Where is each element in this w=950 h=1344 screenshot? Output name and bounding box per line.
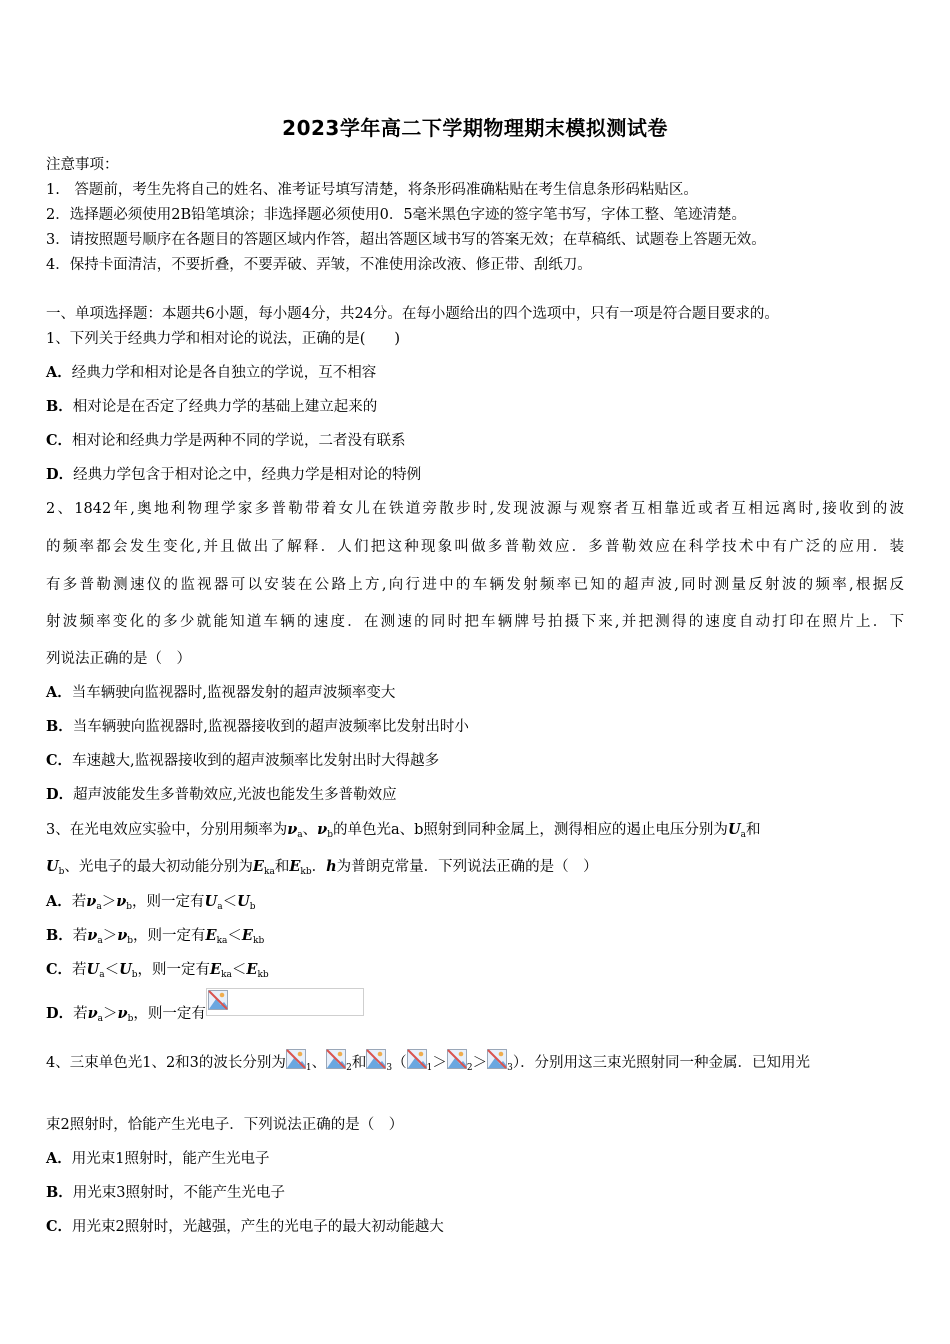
- option-label: C．: [46, 961, 73, 978]
- option-label: A．: [46, 364, 72, 381]
- subscript: 2: [466, 1063, 473, 1073]
- q3-text: ＞: [103, 1006, 118, 1022]
- q2-option-d: [46, 783, 397, 804]
- option-label: B．: [46, 398, 73, 415]
- nu-symbol: ν: [287, 821, 298, 838]
- q3-text: 若: [72, 928, 88, 944]
- q3-text: ，则一定有: [137, 962, 210, 978]
- lambda-image-icon: [407, 1049, 427, 1069]
- subscript: ka: [263, 867, 275, 877]
- subscript: 2: [346, 1063, 352, 1073]
- q3-text: ＜: [222, 894, 238, 910]
- q3-text: 若: [72, 962, 87, 978]
- subscript: a: [740, 830, 746, 840]
- option-text: 用光束1照射时，能产生光电子: [71, 1151, 270, 1167]
- lambda-image-icon: [487, 1049, 507, 1069]
- q3-text: ＞: [101, 894, 117, 910]
- option-label: C．: [46, 1218, 73, 1235]
- voltage-symbol: U: [204, 893, 218, 910]
- q4-option-b: [46, 1181, 285, 1202]
- subscript: kb: [300, 867, 312, 877]
- option-label: C．: [46, 752, 73, 769]
- q2-option-b: [46, 715, 469, 736]
- option-text: 相对论和经典力学是两种不同的学说，二者没有联系: [72, 433, 406, 449]
- voltage-symbol: U: [86, 961, 100, 978]
- option-label: B．: [46, 1184, 73, 1201]
- q1-option-b: [46, 395, 377, 416]
- notice-item-3: 3．请按照题号顺序在各题目的答题区域内作答，超出答题区域书写的答案无效；在草稿纸、试题卷上答题无效。: [46, 232, 766, 248]
- voltage-symbol: U: [46, 858, 59, 875]
- subscript: 1: [305, 1063, 312, 1073]
- q3-text: 、光电子的最大初动能分别为: [64, 859, 253, 875]
- q4-text: ＞: [432, 1055, 447, 1071]
- subscript: a: [97, 936, 103, 946]
- subscript: 1: [426, 1063, 433, 1073]
- voltage-symbol: U: [119, 961, 132, 978]
- notice-item-4: 4．保持卡面清洁，不要折叠，不要弄破、弄皱，不准使用涂改液、修正带、刮纸刀。: [46, 257, 592, 273]
- energy-symbol: E: [210, 961, 222, 978]
- nu-symbol: ν: [117, 1005, 128, 1022]
- option-text: 当车辆驶向监视器时,监视器接收到的超声波频率比发射出时小: [72, 719, 469, 735]
- q2-option-a: [46, 681, 395, 702]
- q4-text: （: [392, 1055, 407, 1071]
- q3-text: 和: [745, 822, 761, 838]
- option-text: 相对论是在否定了经典力学的基础上建立起来的: [72, 399, 378, 415]
- option-text: 用光束2照射时，光越强，产生的光电子的最大初动能越大: [72, 1219, 444, 1235]
- q4-stem-line-2: 束2照射时，恰能产生光电子．下列说法正确的是（ ）: [46, 1117, 404, 1133]
- option-label: C．: [46, 432, 73, 449]
- subscript: b: [249, 902, 256, 912]
- page-title: 2023学年高二下学期物理期末模拟测试卷: [282, 116, 668, 140]
- subscript: a: [217, 902, 223, 912]
- option-label: D．: [46, 786, 74, 803]
- q3-stem-line-1: [46, 818, 760, 839]
- nu-symbol: ν: [116, 893, 127, 910]
- subscript: 3: [386, 1063, 393, 1073]
- energy-symbol: E: [289, 858, 301, 875]
- nu-symbol: ν: [87, 1005, 98, 1022]
- q1-option-a: [46, 361, 376, 382]
- q4-option-a: [46, 1147, 270, 1168]
- q2-stem-line-3: 有多普勒测速仪的监视器可以安装在公路上方,向行进中的车辆发射频率已知的超声波,同时测量反射波的频率,根据反: [46, 577, 904, 593]
- q3-text: ．: [311, 859, 327, 875]
- subscript: b: [127, 936, 134, 946]
- subscript: b: [58, 867, 65, 877]
- q3-text: 为普朗克常量．下列说法正确的是（ ）: [336, 859, 598, 875]
- q3-text: ＜: [231, 962, 247, 978]
- subscript: a: [97, 1014, 104, 1024]
- q3-text: 和: [274, 859, 290, 875]
- subscript: b: [327, 830, 333, 840]
- lambda-image-icon: [447, 1049, 467, 1069]
- option-text: 用光束3照射时，不能产生光电子: [72, 1185, 285, 1201]
- option-label: D．: [46, 466, 74, 483]
- q3-text: 、: [302, 822, 318, 838]
- section-heading: 一、单项选择题：本题共6小题，每小题4分，共24分。在每小题给出的四个选项中，只有一项是符合题目要求的。: [46, 306, 779, 322]
- q4-text: 4、三束单色光1、2和3的波长分别为: [46, 1055, 286, 1071]
- q4-text: 、: [311, 1055, 327, 1071]
- q4-text: 和: [351, 1055, 367, 1071]
- lambda-image-icon: [366, 1049, 386, 1069]
- q3-text: ＜: [104, 962, 120, 978]
- q3-text: 的单色光a、b照射到同种金属上，测得相应的遏止电压分别为: [333, 822, 728, 838]
- nu-symbol: ν: [87, 927, 98, 944]
- q3-stem-line-2: [46, 855, 598, 876]
- subscript: a: [297, 830, 303, 840]
- energy-symbol: E: [205, 927, 217, 944]
- q4-text: ．分别用这三束光照射同一种金属．已知用光: [520, 1055, 811, 1071]
- q3-text: 若: [73, 1006, 88, 1022]
- energy-symbol: E: [252, 858, 264, 875]
- q3-text: ＜: [227, 928, 242, 944]
- q1-stem: 1、下列关于经典力学和相对论的说法，正确的是( ): [46, 331, 401, 347]
- option-text: 经典力学和相对论是各自独立的学说，互不相容: [71, 365, 377, 381]
- q2-stem-line-2: 的频率都会发生变化,并且做出了解释．人们把这种现象叫做多普勒效应．多普勒效应在科学技术中有广泛的应用．装: [46, 539, 904, 555]
- q2-stem-line-1: 2、1842年,奥地利物理学家多普勒带着女儿在铁道旁散步时,发现波源与观察者互相靠近或者互相远离时,接收到的波: [46, 501, 904, 517]
- voltage-symbol: U: [727, 821, 741, 838]
- notice-item-2: 2．选择题必须使用2B铅笔填涂；非选择题必须使用0．5毫米黑色字迹的签字笔书写，字体工整、笔迹清楚。: [46, 207, 747, 223]
- option-label: A．: [46, 1150, 72, 1167]
- q4-stem-line-1: [46, 1049, 810, 1072]
- subscript: kb: [252, 936, 265, 946]
- nu-symbol: ν: [86, 893, 97, 910]
- energy-symbol: E: [246, 961, 258, 978]
- q4-text: ）: [512, 1055, 521, 1071]
- broken-image-icon: [206, 988, 364, 1016]
- q3-option-a: [46, 890, 255, 911]
- q4-option-c: [46, 1215, 444, 1236]
- q3-option-b: [46, 924, 264, 945]
- lambda-image-icon: [286, 1049, 306, 1069]
- voltage-symbol: U: [237, 893, 250, 910]
- option-text: 当车辆驶向监视器时,监视器发射的超声波频率变大: [71, 685, 396, 701]
- subscript: a: [99, 970, 105, 980]
- q3-text: ，则一定有: [132, 894, 205, 910]
- option-label: A．: [46, 684, 72, 701]
- option-text: 超声波能发生多普勒效应,光波也能发生多普勒效应: [73, 787, 397, 803]
- subscript: b: [131, 970, 138, 980]
- energy-symbol: E: [241, 927, 253, 944]
- nu-symbol: ν: [117, 927, 128, 944]
- option-label: B．: [46, 927, 73, 944]
- q2-option-c: [46, 749, 439, 770]
- q2-stem-line-4: 射波频率变化的多少就能知道车辆的速度．在测速的同时把车辆牌号拍摄下来,并把测得的速度自动打印在照片上．下: [46, 614, 904, 630]
- option-text: 车速越大,监视器接收到的超声波频率比发射出时大得越多: [72, 753, 440, 769]
- q3-text: ，则一定有: [133, 928, 206, 944]
- q3-text: 3、在光电效应实验中，分别用频率为: [46, 822, 288, 838]
- q4-text: ＞: [472, 1055, 488, 1071]
- subscript: kb: [257, 970, 269, 980]
- q2-stem-line-5: 列说法正确的是（ ）: [46, 651, 191, 667]
- subscript: b: [126, 902, 133, 912]
- option-label: D．: [46, 1005, 74, 1022]
- option-label: B．: [46, 718, 73, 735]
- notice-item-1: 1. 答题前，考生先将自己的姓名、准考证号填写清楚，将条形码准确粘贴在考生信息条形码粘贴区。: [46, 182, 698, 198]
- planck-symbol: h: [326, 858, 337, 875]
- lambda-image-icon: [326, 1049, 346, 1069]
- notice-heading: 注意事项：: [46, 157, 119, 173]
- q3-text: ＞: [102, 928, 118, 944]
- subscript: b: [127, 1014, 134, 1024]
- q3-option-d: [46, 988, 364, 1023]
- option-label: A．: [46, 893, 72, 910]
- option-text: 经典力学包含于相对论之中，经典力学是相对论的特例: [73, 467, 422, 483]
- nu-symbol: ν: [317, 821, 328, 838]
- q3-option-c: [46, 958, 269, 979]
- subscript: ka: [216, 936, 228, 946]
- q3-text: 若: [71, 894, 87, 910]
- subscript: a: [96, 902, 102, 912]
- subscript: 3: [507, 1063, 513, 1073]
- q3-text: ，则一定有: [133, 1006, 206, 1022]
- subscript: ka: [221, 970, 232, 980]
- q1-option-d: [46, 463, 421, 484]
- q1-option-c: [46, 429, 406, 450]
